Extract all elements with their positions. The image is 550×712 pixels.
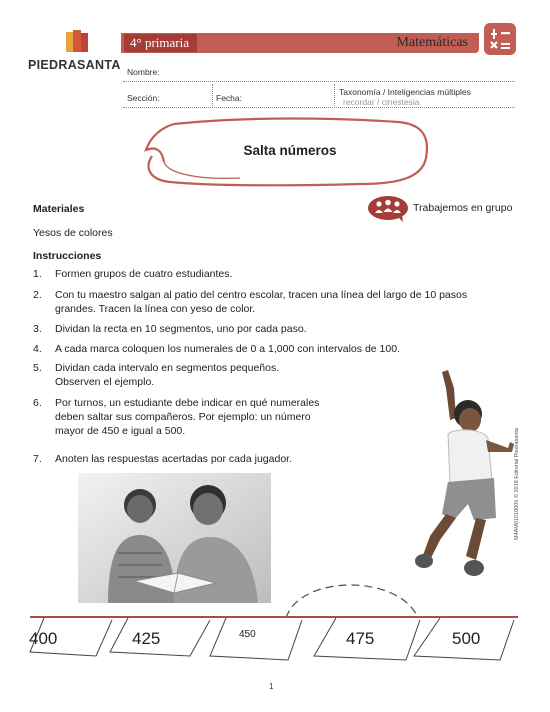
step-number: 7.	[33, 453, 42, 465]
publisher-logo-text: PIEDRASANTA	[28, 58, 121, 72]
page-number: 1	[269, 682, 274, 691]
copyright-note: M4AM01010005 © 2018 Editorial Piedrasanta	[514, 428, 520, 540]
step-number: 3.	[33, 323, 42, 335]
math-operations-icon	[483, 22, 517, 56]
name-field-line[interactable]	[123, 81, 515, 82]
number-line	[30, 616, 518, 618]
jumping-boy-photo	[396, 368, 516, 586]
step-text: Formen grupos de cuatro estudiantes.	[55, 268, 233, 280]
field-divider	[334, 84, 335, 106]
number-line-label: 425	[132, 629, 161, 648]
materials-item: Yesos de colores	[33, 227, 113, 239]
section-field-line[interactable]	[123, 107, 515, 108]
step-text: Dividan cada intervalo en segmentos pequeños. Observen el ejemplo.	[55, 362, 280, 388]
date-label: Fecha:	[216, 93, 242, 103]
jump-cell	[210, 618, 302, 660]
step-number: 5.	[33, 362, 42, 374]
step-number: 1.	[33, 268, 42, 280]
name-label: Nombre:	[127, 67, 160, 77]
instructions-heading: Instrucciones	[33, 250, 102, 262]
group-people-icon	[367, 196, 409, 222]
step-number: 2.	[33, 289, 42, 301]
grade-label: 4° primaria	[124, 34, 197, 52]
taxonomy-values: recordar / cinestesia	[343, 97, 420, 107]
number-line-label: 475	[346, 629, 375, 648]
number-line-label: 450	[239, 629, 256, 640]
step-text: A cada marca coloquen los numerales de 0 a 1,000 con intervalos de 100.	[55, 343, 400, 355]
number-line-label: 500	[452, 629, 481, 648]
group-work-label: Trabajemos en grupo	[413, 202, 513, 214]
step-text: Dividan la recta en 10 segmentos, uno por cada paso.	[55, 323, 307, 335]
materials-heading: Materiales	[33, 203, 85, 215]
publisher-logo-icon	[64, 30, 90, 54]
step-text: Con tu maestro salgan al patio del centro escolar, tracen una línea del largo de 10 pasos grandes. Tracen la línea con yeso de color.	[55, 289, 468, 315]
step-text: Anoten las respuestas acertadas por cada jugador.	[55, 453, 292, 465]
subject-title: Matemáticas	[396, 35, 468, 50]
field-divider	[212, 84, 213, 106]
taxonomy-label: Taxonomía / Inteligencias múltiples	[339, 87, 471, 97]
step-text: Por turnos, un estudiante debe indicar en qué numerales deben saltar sus compañeros. Por ejemplo: un número mayor de 450 e igual a 500.	[55, 397, 320, 437]
page-title: Salta números	[243, 143, 337, 158]
step-number: 4.	[33, 343, 42, 355]
number-line-drawing	[0, 560, 550, 680]
step-number: 6.	[33, 397, 42, 409]
section-label: Sección:	[127, 93, 160, 103]
number-line-label: 400	[29, 629, 58, 648]
